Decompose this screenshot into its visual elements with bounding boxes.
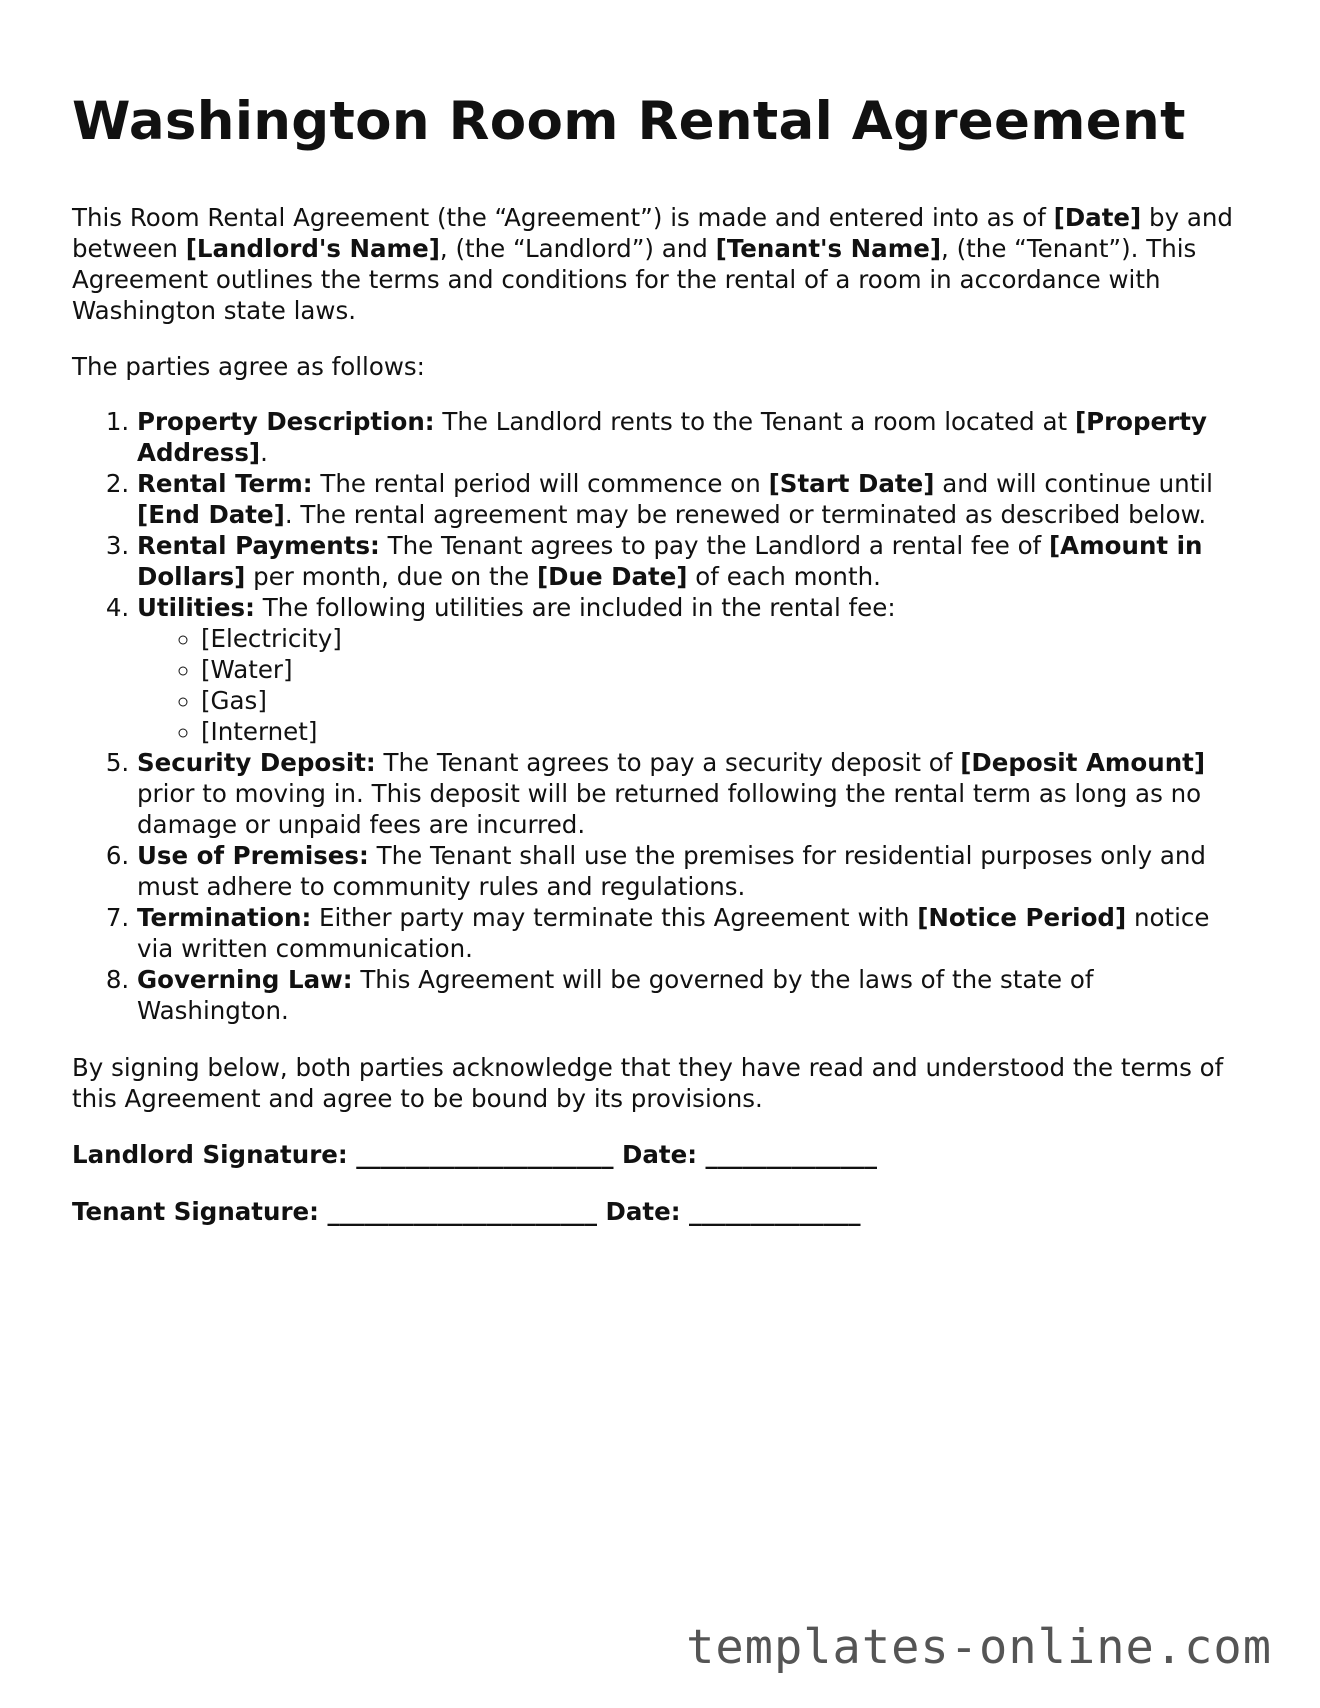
term-text: . <box>260 438 268 467</box>
term-text: of each month. <box>687 562 881 591</box>
document-title: Washington Room Rental Agreement <box>72 91 1186 152</box>
date-placeholder: [Date] <box>1053 203 1142 232</box>
tenant-name-placeholder: [Tenant's Name] <box>715 234 942 263</box>
intro-text-2: by and between <box>72 203 1233 263</box>
amount-placeholder: [Amount in Dollars] <box>137 531 1203 591</box>
term-label: Rental Payments: <box>137 531 380 560</box>
term-text: Either party may terminate this Agreement with <box>311 903 918 932</box>
intro-paragraph <box>72 202 1252 326</box>
term-text: The rental period will commence on <box>312 469 769 498</box>
term-governing-law <box>137 964 1252 1026</box>
deposit-amount-placeholder: [Deposit Amount] <box>960 748 1206 777</box>
utility-item: ◦ [Electricity] <box>201 623 1252 654</box>
landlord-signature-line[interactable]: Landlord Signature: _____________________ Date: ______________ <box>72 1140 878 1169</box>
term-text: The Tenant agrees to pay the Landlord a rental fee of <box>379 531 1049 560</box>
utility-item: ◦ [Water] <box>201 654 1252 685</box>
intro-text-3: , (the “Landlord”) and <box>439 234 716 263</box>
utilities-list <box>137 623 1252 747</box>
intro-text-1: This Room Rental Agreement (the “Agreement”) is made and entered into as of <box>72 203 1054 232</box>
term-text: prior to moving in. This deposit will be returned following the rental term as long as no damage or unpaid fees are incurred. <box>137 779 1202 839</box>
term-security-deposit <box>137 747 1252 840</box>
start-date-placeholder: [Start Date] <box>768 469 935 498</box>
term-label: Termination: <box>137 903 312 932</box>
term-rental-payments <box>137 530 1252 592</box>
utility-item: ◦ [Gas] <box>201 685 1252 716</box>
term-label: Property Description: <box>137 407 435 436</box>
term-text: The Tenant shall use the premises for residential purposes only and must adhere to community rules and regulations. <box>137 841 1206 901</box>
utility-item: ◦ [Internet] <box>201 716 1252 747</box>
term-label: Governing Law: <box>137 965 353 994</box>
property-address-placeholder: [Property Address] <box>137 407 1207 467</box>
watermark: templates-online.com <box>686 1620 1272 1675</box>
terms-list <box>72 406 1252 1026</box>
intro-text-4: , (the “Tenant”). This Agreement outlines the terms and conditions for the rental of a room in accordance with Washington state laws. <box>72 234 1197 325</box>
tenant-signature-line[interactable]: Tenant Signature: ______________________ Date: ______________ <box>72 1197 861 1226</box>
term-utilities <box>137 592 1252 747</box>
term-text: notice via written communication. <box>137 903 1210 963</box>
term-text: The following utilities are included in the rental fee: <box>254 593 896 622</box>
term-property-description <box>137 406 1252 468</box>
term-label: Use of Premises: <box>137 841 369 870</box>
term-text: . The rental agreement may be renewed or terminated as described below. <box>284 500 1207 529</box>
term-label: Security Deposit: <box>137 748 376 777</box>
term-use-of-premises <box>137 840 1252 902</box>
term-text: The Landlord rents to the Tenant a room located at <box>434 407 1075 436</box>
parties-paragraph: The parties agree as follows: <box>72 352 425 381</box>
term-rental-term <box>137 468 1252 530</box>
acknowledgment-paragraph: By signing below, both parties acknowledge that they have read and understood the terms of this Agreement and agree to be bound by its provisions. <box>72 1053 1224 1113</box>
term-label: Utilities: <box>137 593 255 622</box>
term-text: This Agreement will be governed by the laws of the state of Washington. <box>137 965 1094 1025</box>
document-page <box>72 86 1252 1253</box>
end-date-placeholder: [End Date] <box>137 500 285 529</box>
due-date-placeholder: [Due Date] <box>536 562 688 591</box>
term-label: Rental Term: <box>137 469 313 498</box>
term-text: and will continue until <box>934 469 1213 498</box>
term-termination <box>137 902 1252 964</box>
term-text: per month, due on the <box>245 562 537 591</box>
notice-period-placeholder: [Notice Period] <box>917 903 1127 932</box>
landlord-name-placeholder: [Landlord's Name] <box>185 234 440 263</box>
term-text: The Tenant agrees to pay a security deposit of <box>375 748 961 777</box>
